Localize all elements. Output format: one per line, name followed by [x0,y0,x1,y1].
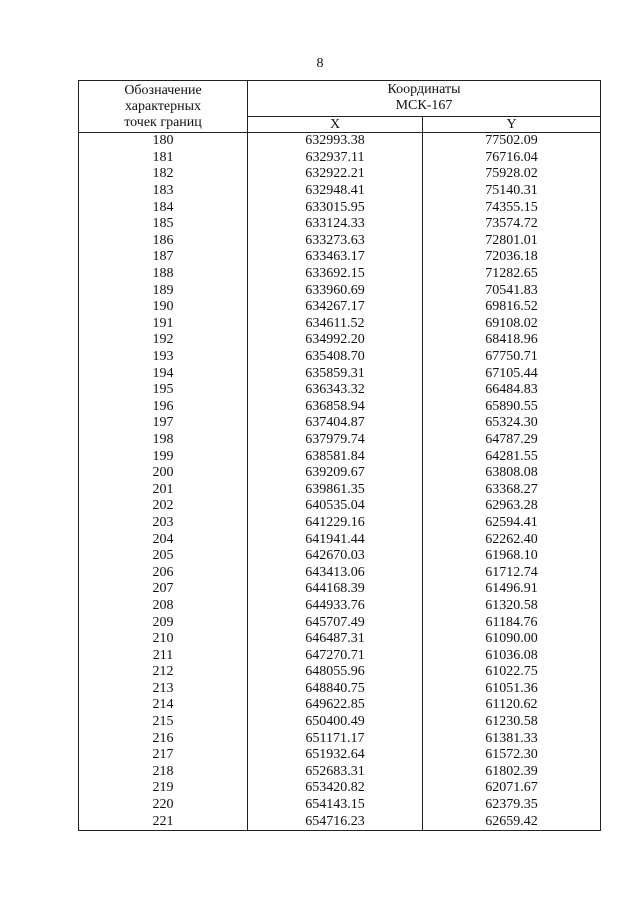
point-cell: 199 [79,448,248,465]
point-cell: 193 [79,349,248,366]
x-coordinate-cell: 654143.15 [248,797,423,814]
y-coordinate-cell: 61496.91 [423,581,601,598]
table-row [79,548,601,565]
x-coordinate-cell: 637979.74 [248,432,423,449]
table-row [79,216,601,233]
point-designation-header [79,81,248,133]
table-row [79,465,601,482]
table-row [79,747,601,764]
x-coordinate-cell: 633124.33 [248,216,423,233]
table-row [79,399,601,416]
point-cell: 182 [79,166,248,183]
y-coordinate-cell: 63368.27 [423,481,601,498]
point-cell: 214 [79,697,248,714]
x-coordinate-cell: 634992.20 [248,332,423,349]
point-cell: 189 [79,282,248,299]
x-coordinate-cell: 651932.64 [248,747,423,764]
x-coordinate-cell: 645707.49 [248,614,423,631]
table-row [79,332,601,349]
point-cell: 196 [79,399,248,416]
point-cell: 205 [79,548,248,565]
y-coordinate-cell: 75140.31 [423,183,601,200]
x-coordinate-cell: 650400.49 [248,714,423,731]
table-row [79,266,601,283]
x-coordinate-cell: 641941.44 [248,531,423,548]
point-cell: 204 [79,531,248,548]
table-row [79,797,601,814]
x-coordinate-cell: 636858.94 [248,399,423,416]
y-coordinate-cell: 69108.02 [423,316,601,333]
y-coordinate-cell: 61120.62 [423,697,601,714]
point-cell: 216 [79,730,248,747]
x-coordinate-cell: 633463.17 [248,249,423,266]
table-row [79,183,601,200]
table-row [79,614,601,631]
point-cell: 188 [79,266,248,283]
point-cell: 195 [79,382,248,399]
table-row [79,498,601,515]
x-coordinate-cell: 646487.31 [248,631,423,648]
table-row [79,249,601,266]
point-cell: 197 [79,415,248,432]
y-coordinate-cell: 61712.74 [423,564,601,581]
table-row [79,233,601,250]
x-coordinate-cell: 632937.11 [248,150,423,167]
point-cell: 211 [79,647,248,664]
table-row [79,531,601,548]
table-row [79,730,601,747]
y-coordinate-cell: 72801.01 [423,233,601,250]
point-cell: 190 [79,299,248,316]
x-coordinate-cell: 643413.06 [248,564,423,581]
x-coordinate-cell: 633960.69 [248,282,423,299]
point-cell: 215 [79,714,248,731]
y-coordinate-cell: 61802.39 [423,764,601,781]
y-coordinate-cell: 61051.36 [423,681,601,698]
x-coordinate-cell: 633692.15 [248,266,423,283]
point-cell: 184 [79,199,248,216]
point-cell: 185 [79,216,248,233]
y-coordinate-cell: 62262.40 [423,531,601,548]
x-coordinate-cell: 644168.39 [248,581,423,598]
point-cell: 183 [79,183,248,200]
x-coordinate-cell: 635859.31 [248,365,423,382]
x-coordinate-cell: 640535.04 [248,498,423,515]
point-cell: 206 [79,564,248,581]
y-coordinate-cell: 66484.83 [423,382,601,399]
point-cell: 218 [79,764,248,781]
point-cell: 191 [79,316,248,333]
coordinates-header [248,81,601,117]
x-coordinate-cell: 648055.96 [248,664,423,681]
table-row [79,681,601,698]
x-coordinate-cell: 651171.17 [248,730,423,747]
y-coordinate-cell: 61230.58 [423,714,601,731]
x-coordinate-cell: 642670.03 [248,548,423,565]
table-header [79,81,601,133]
y-coordinate-cell: 61036.08 [423,647,601,664]
x-coordinate-cell: 649622.85 [248,697,423,714]
point-cell: 207 [79,581,248,598]
y-coordinate-cell: 67750.71 [423,349,601,366]
y-coordinate-cell: 64787.29 [423,432,601,449]
x-coordinate-cell: 652683.31 [248,764,423,781]
x-coordinate-cell: 648840.75 [248,681,423,698]
table-row [79,481,601,498]
table-row [79,448,601,465]
y-coordinate-cell: 62594.41 [423,515,601,532]
table-row [79,365,601,382]
y-coordinate-cell: 77502.09 [423,133,601,150]
x-coordinate-cell: 644933.76 [248,598,423,615]
table-row [79,780,601,797]
table-row [79,282,601,299]
table-body [79,133,601,831]
table-row [79,598,601,615]
x-coordinate-cell: 634267.17 [248,299,423,316]
table-row [79,664,601,681]
table-row [79,697,601,714]
point-cell: 220 [79,797,248,814]
y-coordinate-cell: 65890.55 [423,399,601,416]
point-cell: 213 [79,681,248,698]
x-coordinate-cell: 638581.84 [248,448,423,465]
x-coordinate-cell: 633015.95 [248,199,423,216]
y-coordinate-cell: 61184.76 [423,614,601,631]
x-coordinate-cell: 635408.70 [248,349,423,366]
table-row [79,166,601,183]
x-coordinate-cell: 637404.87 [248,415,423,432]
y-coordinate-cell: 63808.08 [423,465,601,482]
y-coordinate-cell: 69816.52 [423,299,601,316]
point-cell: 217 [79,747,248,764]
table-row [79,432,601,449]
x-coordinate-cell: 632993.38 [248,133,423,150]
page-number: 8 [316,56,324,71]
point-cell: 180 [79,133,248,150]
table-row [79,299,601,316]
point-header-line: характерных [124,98,202,114]
x-coordinate-cell: 633273.63 [248,233,423,250]
y-coordinate-cell: 70541.83 [423,282,601,299]
table-row [79,199,601,216]
y-coordinate-cell: 61968.10 [423,548,601,565]
table-row [79,714,601,731]
x-coordinate-cell: 654716.23 [248,813,423,830]
point-header-line: Обозначение [124,82,202,98]
y-coordinate-cell: 62659.42 [423,813,601,830]
table-row [79,813,601,830]
y-coordinate-cell: 65324.30 [423,415,601,432]
table-row [79,564,601,581]
point-cell: 194 [79,365,248,382]
x-coordinate-cell: 653420.82 [248,780,423,797]
point-cell: 198 [79,432,248,449]
coords-header-line: Координаты [387,82,461,98]
table-row [79,581,601,598]
point-cell: 192 [79,332,248,349]
y-coordinate-cell: 62379.35 [423,797,601,814]
point-header-line: точек границ [124,114,202,130]
point-cell: 187 [79,249,248,266]
table-row [79,415,601,432]
table-row [79,150,601,167]
y-coordinate-cell: 61572.30 [423,747,601,764]
point-cell: 203 [79,515,248,532]
table-row [79,316,601,333]
y-coordinate-cell: 68418.96 [423,332,601,349]
x-coordinate-cell: 639861.35 [248,481,423,498]
y-coordinate-cell: 62963.28 [423,498,601,515]
table-row [79,631,601,648]
point-cell: 210 [79,631,248,648]
y-coordinate-cell: 71282.65 [423,266,601,283]
x-coordinate-cell: 632948.41 [248,183,423,200]
y-coordinate-cell: 74355.15 [423,199,601,216]
y-coordinate-cell: 72036.18 [423,249,601,266]
x-coordinate-cell: 639209.67 [248,465,423,482]
table-row [79,647,601,664]
x-coordinate-cell: 636343.32 [248,382,423,399]
table-row [79,515,601,532]
y-coordinate-cell: 61381.33 [423,730,601,747]
y-coordinate-cell: 61090.00 [423,631,601,648]
point-cell: 186 [79,233,248,250]
point-cell: 208 [79,598,248,615]
table-row [79,382,601,399]
x-coordinate-cell: 634611.52 [248,316,423,333]
y-coordinate-cell: 76716.04 [423,150,601,167]
point-cell: 201 [79,481,248,498]
coords-header-line: МСК-167 [395,98,453,114]
y-coordinate-cell: 61022.75 [423,664,601,681]
table-row [79,764,601,781]
y-coordinate-cell: 73574.72 [423,216,601,233]
point-cell: 219 [79,780,248,797]
table-row [79,133,601,150]
x-coordinate-cell: 632922.21 [248,166,423,183]
x-coordinate-cell: 641229.16 [248,515,423,532]
y-column-header: Y [423,116,601,132]
point-cell: 200 [79,465,248,482]
point-cell: 212 [79,664,248,681]
table-row [79,349,601,366]
point-cell: 209 [79,614,248,631]
point-cell: 181 [79,150,248,167]
point-cell: 221 [79,813,248,830]
y-coordinate-cell: 62071.67 [423,780,601,797]
x-column-header: X [248,116,423,132]
coordinates-table [78,80,601,831]
point-cell: 202 [79,498,248,515]
y-coordinate-cell: 61320.58 [423,598,601,615]
y-coordinate-cell: 67105.44 [423,365,601,382]
x-coordinate-cell: 647270.71 [248,647,423,664]
y-coordinate-cell: 75928.02 [423,166,601,183]
y-coordinate-cell: 64281.55 [423,448,601,465]
